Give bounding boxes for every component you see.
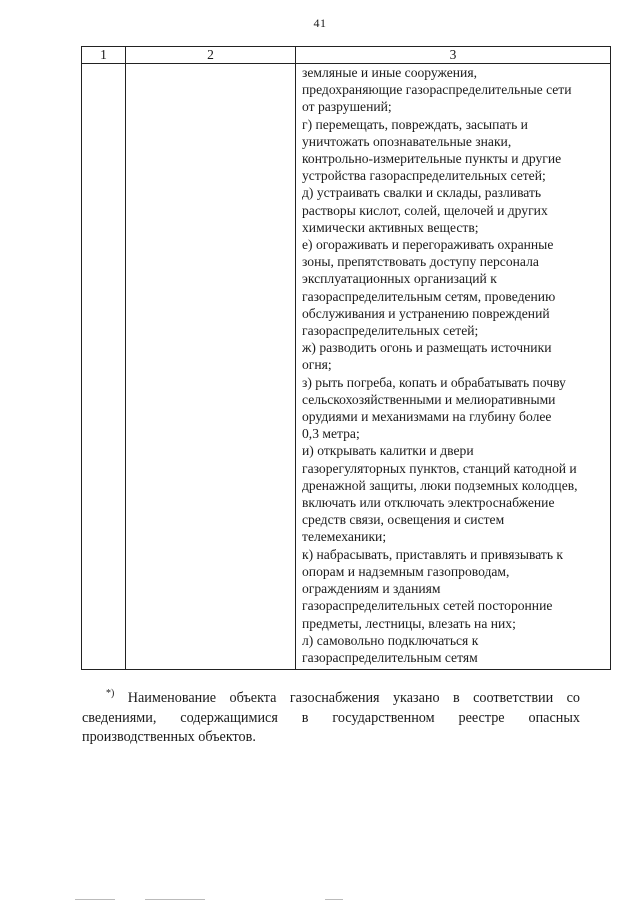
restriction-text-line: средств связи, освещения и систем: [302, 512, 505, 528]
restriction-text-line: огня;: [302, 357, 332, 373]
restriction-text-line: л) самовольно подключаться к: [302, 632, 479, 648]
footnote-line-3: производственных объектов.: [82, 729, 256, 745]
restriction-text-line: газораспределительных сетей;: [302, 323, 479, 339]
restriction-text-line: от разрушений;: [302, 99, 392, 115]
restriction-text-line: включать или отключать электроснабжение: [302, 495, 555, 511]
restriction-text-line: контрольно-измерительные пункты и другие: [302, 151, 562, 167]
restriction-text-line: газораспределительным сетям, проведению: [302, 288, 556, 304]
restriction-text-line: дренажной защиты, люки подземных колодцев,: [302, 477, 578, 493]
restriction-text-line: к) набрасывать, приставлять и привязывать к: [302, 546, 564, 562]
restriction-text-line: газорегуляторных пунктов, станций катодной и: [302, 460, 577, 476]
restriction-text-line: орудиями и механизмами на глубину более: [302, 409, 552, 425]
restriction-text-line: предохраняющие газораспределительные сети: [302, 82, 572, 98]
table-cell-col1: [82, 64, 126, 670]
column-header-1: 1: [82, 47, 126, 64]
table-cell-col2: [126, 64, 296, 670]
restriction-text-line: устройства газораспределительных сетей;: [302, 168, 546, 184]
restriction-text-line: химически активных веществ;: [302, 219, 479, 235]
restriction-text-line: телемеханики;: [302, 529, 387, 545]
restriction-text-line: 0,3 метра;: [302, 426, 360, 442]
table-cell-col3: [296, 64, 611, 670]
scan-artifact-marks: [75, 897, 375, 903]
restriction-text-line: эксплуатационных организаций к: [302, 271, 497, 287]
footnote-line-1: [82, 684, 580, 709]
restriction-text-line: и) открывать калитки и двери: [302, 443, 474, 459]
requirements-table: [81, 46, 611, 670]
restriction-text-line: земляные и иные сооружения,: [302, 65, 477, 80]
restriction-text-line: сельскохозяйственными и мелиоративными: [302, 391, 556, 407]
restriction-text-line: з) рыть погреба, копать и обрабатывать почву: [302, 374, 566, 390]
restriction-text-line: газораспределительным сетям: [302, 649, 478, 665]
restriction-text-line: газораспределительных сетей посторонние: [302, 598, 553, 614]
footnote-marker: *): [106, 688, 115, 699]
footnote-text-1: Наименование объекта газоснабжения указано в соответствии со: [127, 690, 580, 706]
restriction-text-line: растворы кислот, солей, щелочей и других: [302, 202, 548, 218]
restriction-text-line: е) огораживать и перегораживать охранные: [302, 237, 554, 253]
restriction-text-line: г) перемещать, повреждать, засыпать и: [302, 116, 528, 132]
column-header-2: 2: [126, 47, 296, 64]
restriction-text-line: ж) разводить огонь и размещать источники: [302, 340, 552, 356]
restriction-text-line: д) устраивать свалки и склады, разливать: [302, 185, 542, 201]
restriction-text-line: ограждениям и зданиям: [302, 581, 441, 597]
page-number: 41: [313, 16, 327, 30]
table-header-row: [82, 47, 611, 64]
restriction-text-line: предметы, лестницы, влезать на них;: [302, 615, 516, 631]
restriction-text-line: зоны, препятствовать доступу персонала: [302, 254, 539, 270]
restriction-text-line: опорам и надземным газопроводам,: [302, 563, 510, 579]
table-row: [82, 64, 611, 670]
footnote-line-2: сведениями, содержащимися в государственном реестре опасных: [82, 709, 580, 726]
column-header-3: 3: [296, 47, 611, 64]
restriction-text-line: обслуживания и устранению повреждений: [302, 305, 550, 321]
restriction-text-line: уничтожать опознавательные знаки,: [302, 133, 512, 149]
footnote: [82, 684, 580, 748]
